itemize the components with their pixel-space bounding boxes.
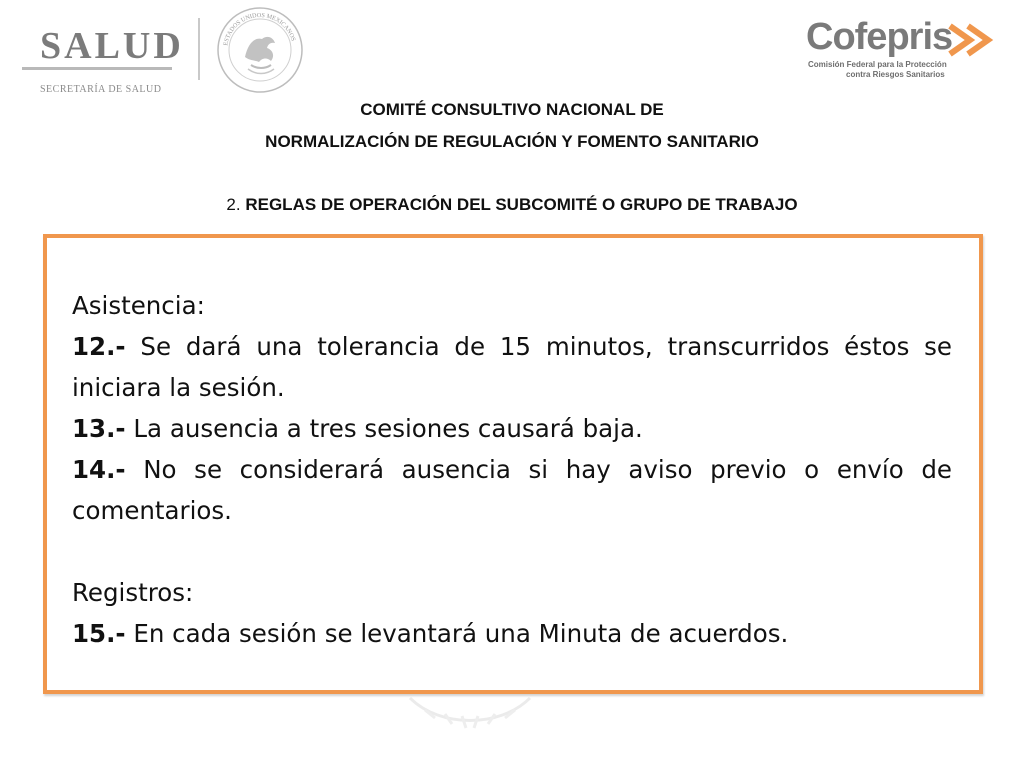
section-title-text: REGLAS DE OPERACIÓN DEL SUBCOMITÉ O GRUPO DE TRABAJO: [245, 195, 798, 214]
salud-logo-rule: [22, 67, 172, 70]
title-line-2: NORMALIZACIÓN DE REGULACIÓN Y FOMENTO SANITARIO: [265, 132, 759, 151]
rule-item-13: [72, 408, 952, 449]
rule-text: No se considerará ausencia si hay aviso previo o envío de comentarios.: [72, 455, 952, 525]
rule-text: Se dará una tolerancia de 15 minutos, transcurridos éstos se iniciara la sesión.: [72, 332, 952, 402]
seal-legend: ESTADOS UNIDOS MEXICANOS: [222, 11, 297, 47]
asistencia-heading: Asistencia:: [72, 291, 205, 320]
cofepris-logo: [806, 16, 1006, 88]
section-number: 2.: [226, 195, 241, 214]
double-arrow-icon: [946, 22, 1006, 58]
seal-watermark-icon: [400, 688, 540, 748]
section-title: [0, 195, 1024, 215]
cofepris-tagline: [808, 60, 947, 80]
rule-number: 14.-: [72, 455, 126, 484]
rule-number: 15.-: [72, 619, 126, 648]
rule-item-15: [72, 613, 952, 654]
spacer: [72, 531, 952, 572]
salud-logo-wordmark: SALUD: [40, 25, 184, 67]
cofepris-wordmark: Cofepris: [806, 16, 953, 58]
rule-item-14: [72, 449, 952, 531]
header-divider: [198, 18, 200, 80]
registros-heading: Registros:: [72, 578, 194, 607]
rules-text: [72, 285, 952, 654]
title-line-1: COMITÉ CONSULTIVO NACIONAL DE: [360, 100, 664, 119]
rule-item-12: [72, 326, 952, 408]
salud-logo: [22, 22, 184, 95]
rule-number: 12.-: [72, 332, 126, 361]
rule-text: La ausencia a tres sesiones causará baja.: [133, 414, 643, 443]
rule-number: 13.-: [72, 414, 126, 443]
coat-of-arms-seal-icon: [215, 5, 305, 95]
salud-logo-subtitle: SECRETARÍA DE SALUD: [40, 84, 162, 95]
rule-text: En cada sesión se levantará una Minuta de acuerdos.: [133, 619, 789, 648]
cofepris-tagline-line2: contra Riesgos Sanitarios: [846, 70, 945, 79]
cofepris-tagline-line1: Comisión Federal para la Protección: [808, 60, 947, 69]
